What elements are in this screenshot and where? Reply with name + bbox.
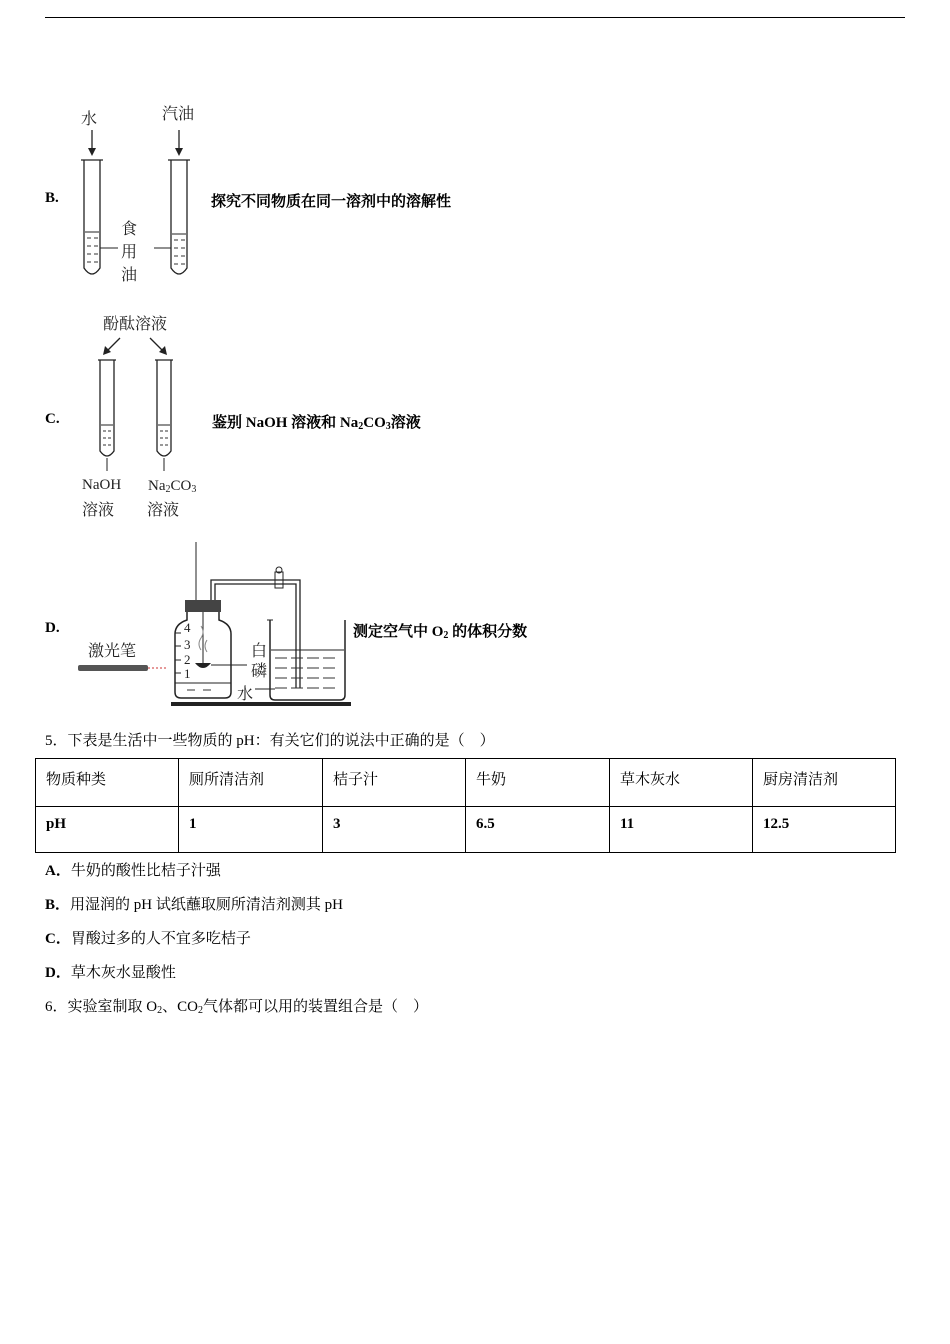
option-c-caption: 鉴别 NaOH 溶液和 $Na_2CO_3$溶液 xyxy=(212,415,421,432)
scale-mark-4: 4 xyxy=(184,620,191,635)
table-cell: 牛奶 xyxy=(466,759,610,807)
table-cell: 物质种类 xyxy=(36,759,179,807)
choice-b: B．用湿润的 pH 试纸蘸取厕所清洁剂测其 pH xyxy=(45,897,343,913)
phosphorus-label-2: 磷 xyxy=(251,661,268,680)
phosphorus-label-1: 白 xyxy=(251,641,268,660)
scale-mark-3: 3 xyxy=(184,637,191,652)
ph-table xyxy=(35,758,896,853)
option-b-letter: B. xyxy=(45,190,59,206)
oil-label-1: 食 xyxy=(121,219,138,238)
water-label: 水 xyxy=(81,109,98,128)
oil-label-2: 用 xyxy=(121,242,138,261)
table-cell: 12.5 xyxy=(753,807,896,853)
question-6-stem: 6．实验室制取 $O_2$、$CO_2$气体都可以用的装置组合是（ ） xyxy=(45,999,428,1016)
table-cell: pH xyxy=(36,807,179,853)
table-cell: 厕所清洁剂 xyxy=(179,759,323,807)
table-header-row xyxy=(36,759,896,807)
phenolphthalein-label: 酚酞溶液 xyxy=(103,314,168,333)
option-d-caption: 测定空气中 $O_2$ 的体积分数 xyxy=(353,624,528,641)
test-tubes-figure-c xyxy=(90,333,190,473)
water-label-d: 水 xyxy=(237,684,254,703)
option-b-caption: 探究不同物质在同一溶剂中的溶解性 xyxy=(211,194,452,210)
choice-d: D．草木灰水显酸性 xyxy=(45,965,176,981)
table-cell: 6.5 xyxy=(466,807,610,853)
naoh-label: NaOH xyxy=(82,477,122,493)
na2co3-solution-label: 溶液 xyxy=(147,500,180,519)
choice-c: C．胃酸过多的人不宜多吃桔子 xyxy=(45,931,251,947)
scale-mark-2: 2 xyxy=(184,652,191,667)
table-cell: 11 xyxy=(610,807,753,853)
question-5-stem: 5．下表是生活中一些物质的 pH：有关它们的说法中正确的是（ ） xyxy=(45,733,495,749)
header-rule xyxy=(45,17,905,18)
na2co3-label: $Na_2CO_3$ xyxy=(148,478,197,495)
table-cell: 草木灰水 xyxy=(610,759,753,807)
scale-mark-1: 1 xyxy=(184,666,191,681)
table-cell: 桔子汁 xyxy=(323,759,466,807)
gasoline-label: 汽油 xyxy=(162,104,195,123)
naoh-solution-label: 溶液 xyxy=(82,500,115,519)
table-cell: 3 xyxy=(323,807,466,853)
table-cell: 1 xyxy=(179,807,323,853)
phosphorus-apparatus-figure xyxy=(75,540,355,710)
choice-a: A．牛奶的酸性比桔子汁强 xyxy=(45,863,221,879)
table-cell: 厨房清洁剂 xyxy=(753,759,896,807)
test-tubes-figure-b xyxy=(70,120,210,285)
option-d-letter: D. xyxy=(45,620,60,636)
laser-pen-label: 激光笔 xyxy=(88,641,137,660)
table-row xyxy=(36,807,896,853)
option-c-letter: C. xyxy=(45,411,60,427)
oil-label-3: 油 xyxy=(121,265,138,284)
